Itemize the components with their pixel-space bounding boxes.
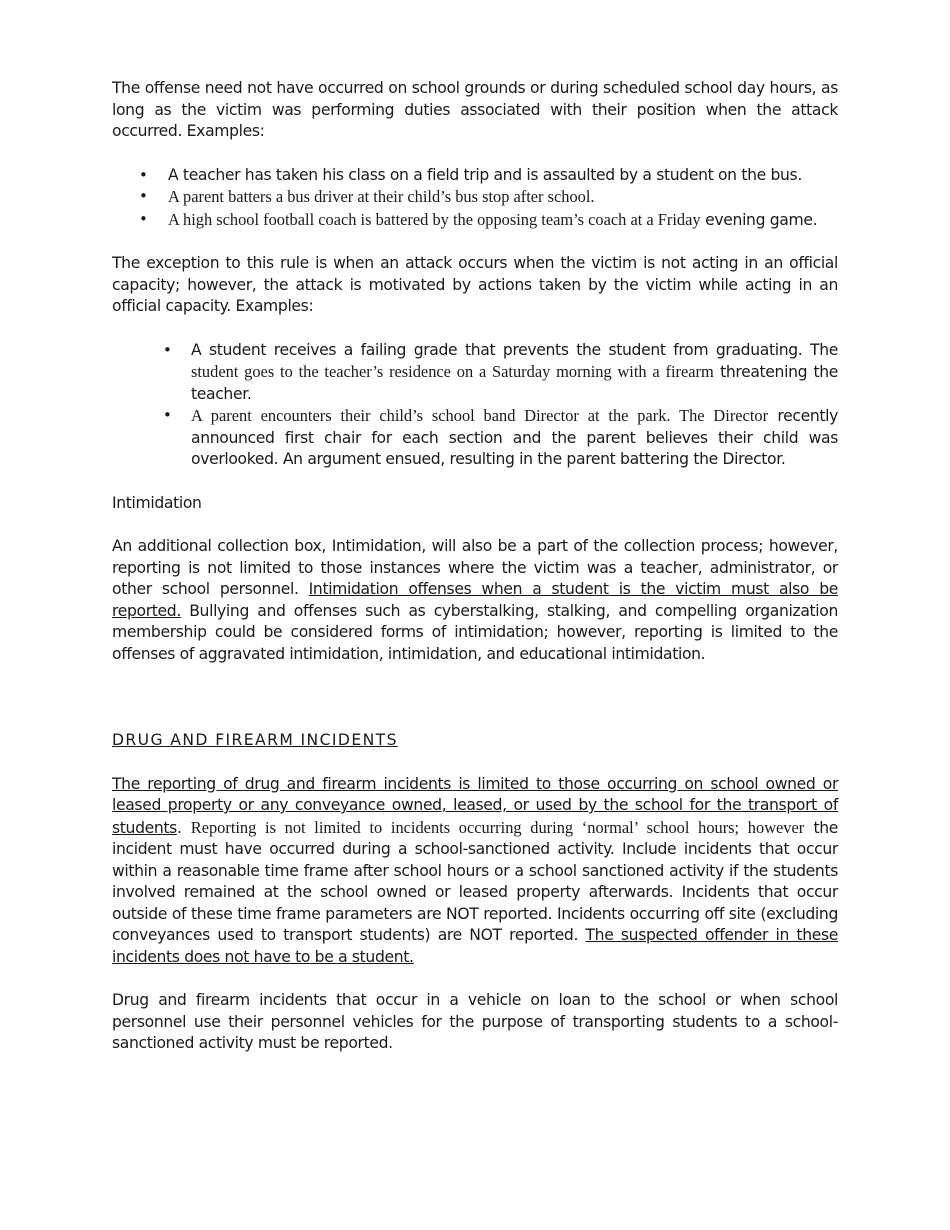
list-item-text-serif: student goes to the teacher’s residence on a Saturday morning with a firearm xyxy=(191,362,714,381)
list-item xyxy=(112,209,838,232)
list-item-text: recently announced first chair for each section and the parent believes their child was overlooked. An argument ensued, resulting in the parent battering the Director. xyxy=(191,407,839,468)
list-item-text-end: threatening the teacher. xyxy=(191,363,839,403)
list-item-text: A student receives a failing grade that prevents the student from graduating. The xyxy=(191,340,838,359)
bullet-icon: • xyxy=(139,165,148,184)
bullet-icon: • xyxy=(139,187,148,205)
list-item-text: A teacher has taken his class on a field trip and is assaulted by a student on the bus. xyxy=(168,165,802,184)
drug-firearm-period: . xyxy=(176,818,191,837)
list-item xyxy=(112,405,838,471)
drug-firearm-paragraph xyxy=(112,774,838,969)
intro-paragraph: The offense need not have occurred on school grounds or during scheduled school day hours, as long as the victim was performing duties associated with their position when the attack occurred. Examples: xyxy=(112,79,838,140)
intimidation-underlined-text: Intimidation offenses when a student is the victim must also be reported. xyxy=(112,580,838,620)
intimidation-text: An additional collection box, Intimidation, will also be a part of the collection process; however, reporting is not limited to those instances where the victim was a teacher, administrator, or other school personnel. xyxy=(112,537,838,598)
examples-list-official-duties xyxy=(112,165,838,232)
examples-list-exception xyxy=(112,340,838,471)
section-heading: DRUG AND FIREARM INCIDENTS xyxy=(112,731,398,749)
list-item-text-continued: evening game. xyxy=(705,210,818,229)
bullet-icon: • xyxy=(163,340,172,359)
intimidation-title: Intimidation xyxy=(112,493,202,512)
intimidation-paragraph xyxy=(112,536,838,665)
drug-firearm-underlined-text: The reporting of drug and firearm incidents is limited to those occurring on school owned or leased property or any conveyance owned, leased, or used by the school for the transport of students xyxy=(112,774,838,837)
bullet-icon: • xyxy=(163,406,172,424)
intimidation-text-continued: Bullying and offenses such as cyberstalking, stalking, and compelling organization membership could be considered forms of intimidation; however, reporting is limited to the offenses of aggravated intimidation, intimidation, and educational intimidation. xyxy=(112,601,838,663)
exception-paragraph: The exception to this rule is when an attack occurs when the victim is not acting in an official capacity; however, the attack is motivated by actions taken by the victim while acting in an official capacity. Examples: xyxy=(112,254,838,315)
bullet-icon: • xyxy=(139,209,148,228)
document-page xyxy=(112,78,838,1055)
list-item xyxy=(112,186,838,209)
drug-firearm-underlined-end: The suspected offender in these incidents does not have to be a student. xyxy=(112,926,838,966)
list-item xyxy=(112,165,838,187)
drug-firearm-serif-text: Reporting is not limited to incidents occurring during ‘normal’ school hours; however xyxy=(190,817,805,837)
list-item xyxy=(112,340,838,406)
list-item-text-serif: A parent encounters their child’s school band Director at the park. The Director xyxy=(191,406,769,425)
drug-firearm-text: the incident must have occurred during a school-sanctioned activity. Include incidents that occur within a reasonable time frame after school hours or a school sanctioned activity if the students involved remained at the school owned or leased property afterwards. Incidents that occur outside of these time frame parameters are NOT reported. Incidents occurring off site (excluding conveyances used to transport students) are NOT reported. xyxy=(112,818,838,944)
list-item-text: A high school football coach is battered by the opposing team’s coach at a Friday xyxy=(168,209,701,229)
list-item-text: A parent batters a bus driver at their child’s bus stop after school. xyxy=(168,187,595,206)
vehicle-paragraph: Drug and firearm incidents that occur in a vehicle on loan to the school or when school personnel use their personnel vehicles for the purpose of transporting students to a school-sanctioned activity must be reported. xyxy=(112,991,838,1052)
